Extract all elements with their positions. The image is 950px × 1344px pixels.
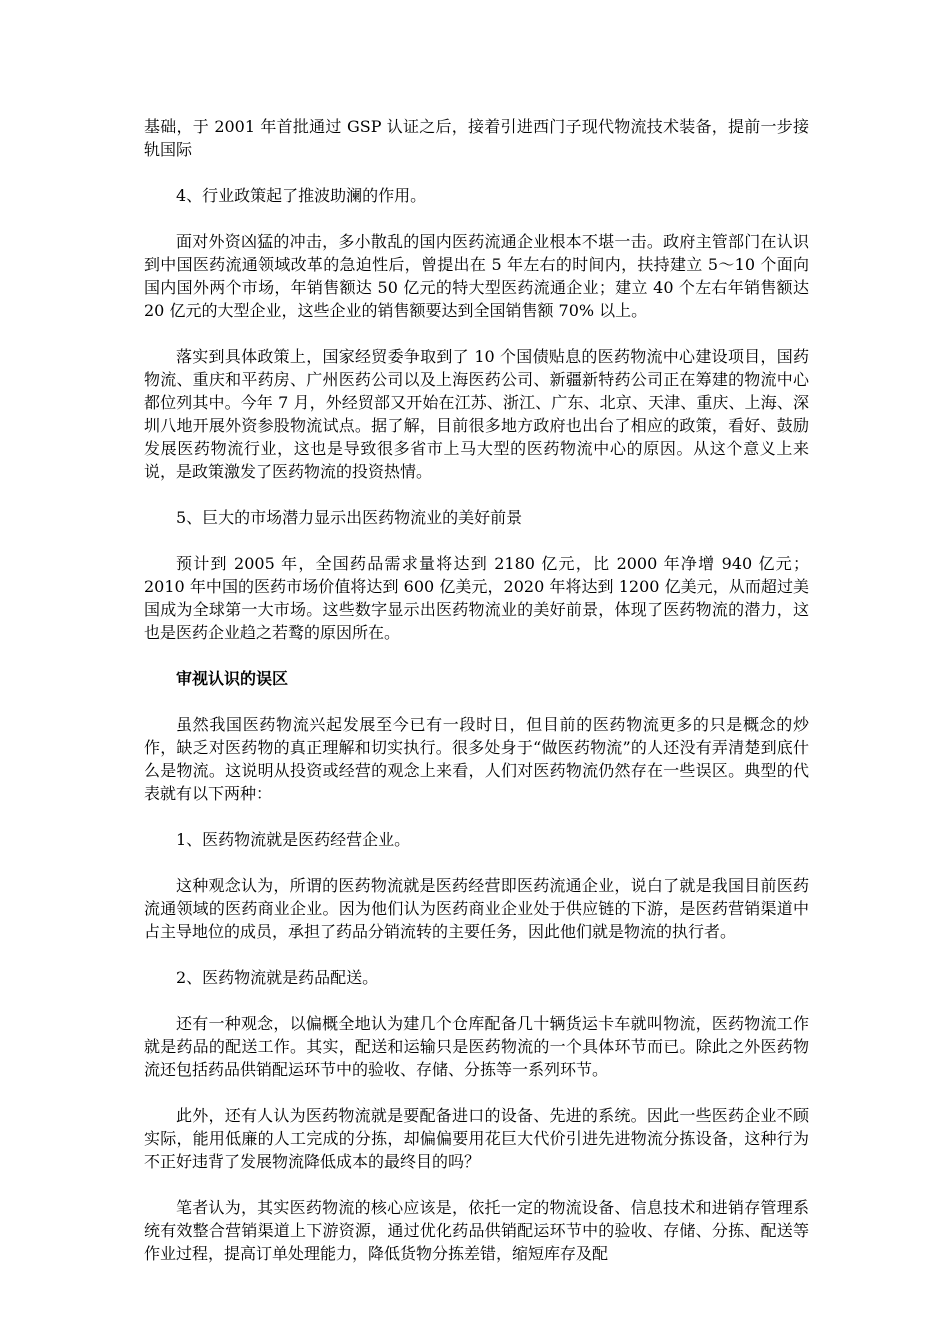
paragraph: 落实到具体政策上，国家经贸委争取到了 10 个国债贴息的医药物流中心建设项目，国药物流、重庆和平药房、广州医药公司以及上海医药公司、新疆新特药公司正在筹建的物流中心都位列其中。今年 7 月，外经贸部又开始在江苏、浙江、广东、北京、天津、重庆、上海、深圳八地开展外资参股物流试点。据了解，目前很多地方政府也出台了相应的政策，看好、鼓励发展医药物流行业，这也是导致很多省市上马大型的医药物流中心的原因。从这个意义上来说，是政策激发了医药物流的投资热情。 [144,347,809,481]
list-item-market: 5、巨大的市场潜力显示出医药物流业的美好前景 [176,508,523,527]
list-item-policy: 4、行业政策起了推波助澜的作用。 [176,186,427,205]
paragraph-continuation: 基础，于 2001 年首批通过 GSP 认证之后，接着引进西门子现代物流技术装备，提前一步接轨国际 [144,117,809,159]
paragraph: 虽然我国医药物流兴起发展至今已有一段时日，但目前的医药物流更多的只是概念的炒作，缺乏对医药物的真正理解和切实执行。很多处身于“做医药物流”的人还没有弄清楚到底什么是物流。这说明从投资或经营的观念上来看，人们对医药物流仍然存在一些误区。典型的代表就有以下两种： [144,715,809,803]
section-heading: 审视认识的误区 [176,669,289,688]
list-item-misconception-2: 2、医药物流就是药品配送。 [176,968,379,987]
paragraph: 这种观念认为，所谓的医药物流就是医药经营即医药流通企业，说白了就是我国目前医药流通领域的医药商业企业。因为他们认为医药商业企业处于供应链的下游，是医药营销渠道中占主导地位的成员，承担了药品分销流转的主要任务，因此他们就是物流的执行者。 [144,876,809,941]
paragraph: 预计到 2005 年，全国药品需求量将达到 2180 亿元，比 2000 年净增 940 亿元；2010 年中国的医药市场价值将达到 600 亿美元，2020 年将达到 1200 亿美元，从而超过美国成为全球第一大市场。这些数字显示出医药物流业的美好前景，体现了医药物流的潜力，这也是医药企业趋之若鹜的原因所在。 [144,554,809,642]
document-body [144,115,809,1288]
paragraph: 还有一种观念，以偏概全地认为建几个仓库配备几十辆货运卡车就叫物流，医药物流工作就是药品的配送工作。其实，配送和运输只是医药物流的一个具体环节而已。除此之外医药物流还包括药品供销配运环节中的验收、存储、分拣等一系列环节。 [144,1014,809,1079]
paragraph: 面对外资凶猛的冲击，多小散乱的国内医药流通企业根本不堪一击。政府主管部门在认识到中国医药流通领域改革的急迫性后，曾提出在 5 年左右的时间内，扶持建立 5～10 个面向国内国外两个市场，年销售额达 50 亿元的特大型医药流通企业；建立 40 个左右年销售额达 20 亿元的大型企业，这些企业的销售额要达到全国销售额 70% 以上。 [144,232,809,320]
paragraph: 笔者认为，其实医药物流的核心应该是，依托一定的物流设备、信息技术和进销存管理系统有效整合营销渠道上下游资源，通过优化药品供销配运环节中的验收、存储、分拣、配送等作业过程，提高订单处理能力，降低货物分拣差错，缩短库存及配 [144,1198,809,1263]
list-item-misconception-1: 1、医药物流就是医药经营企业。 [176,830,411,849]
paragraph: 此外，还有人认为医药物流就是要配备进口的设备、先进的系统。因此一些医药企业不顾实际，能用低廉的人工完成的分拣，却偏偏要用花巨大代价引进先进物流分拣设备，这种行为不正好违背了发展物流降低成本的最终目的吗？ [144,1106,809,1171]
